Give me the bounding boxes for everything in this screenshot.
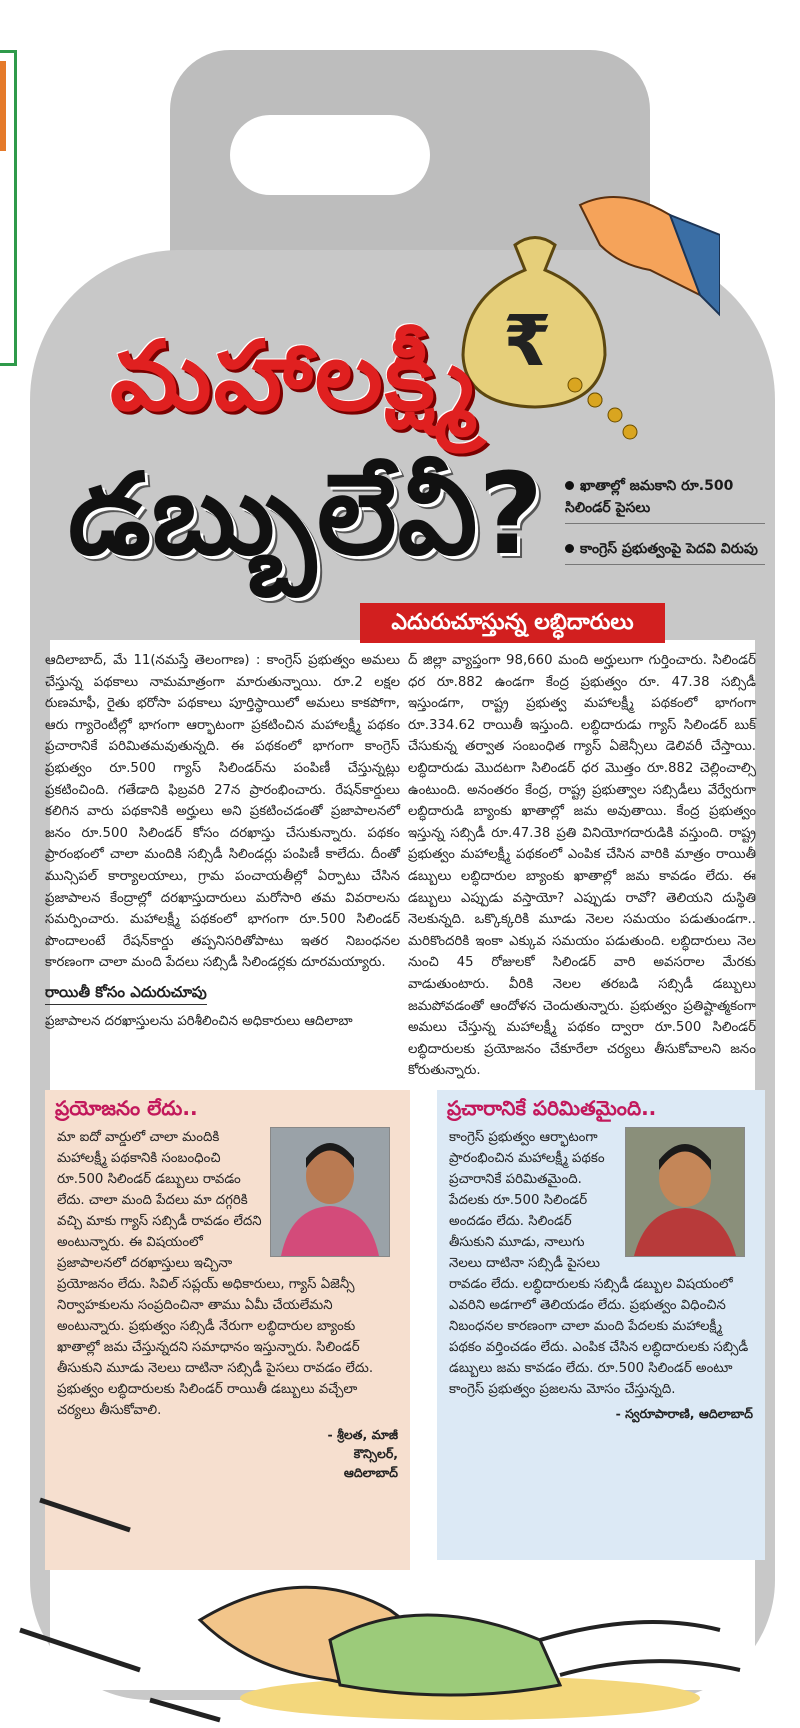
svg-text:₹: ₹ bbox=[503, 300, 552, 382]
article-paragraph: ప్రజాపాలన దరఖాస్తులను పరిశీలించిన అధికారులు ఆదిలాబా bbox=[45, 1013, 353, 1029]
bullet-dot-icon bbox=[565, 544, 574, 553]
article-subhead: రాయితీ కోసం ఎదురుచూపు bbox=[45, 982, 207, 1005]
bullet-item: ఖాతాల్లో జమకాని రూ.500 సిలిండర్ పైసలు bbox=[565, 475, 765, 524]
article-column-left bbox=[45, 650, 400, 1032]
headline-line-2: డబ్బులేవీ? bbox=[68, 450, 545, 580]
green-border-decoration bbox=[0, 50, 17, 366]
quote-box-title: ప్రయోజనం లేదు.. bbox=[55, 1096, 198, 1120]
quote-byline: - శ్రీలత, మాజీ కౌన్సిలర్, ఆదిలాబాద్ bbox=[327, 1427, 398, 1480]
crying-man-cartoon bbox=[0, 1470, 800, 1728]
coin-icon bbox=[560, 370, 650, 450]
headline-line-1: మహాలక్ష్మీ bbox=[110, 320, 478, 432]
headline-strap: ఎదురుచూస్తున్న లబ్ధిదారులు bbox=[360, 603, 665, 643]
quote-byline: - స్వరూపారాణి, ఆదిలాబాద్ bbox=[615, 1406, 753, 1421]
portrait-photo bbox=[270, 1127, 390, 1257]
cylinder-handle-hole bbox=[230, 115, 430, 195]
quote-box-title: ప్రచారానికే పరిమితమైంది.. bbox=[447, 1096, 657, 1120]
article-paragraph: ద్ జిల్లా వ్యాప్తంగా 98,660 మంది అర్హులుగా గుర్తించారు. సిలిండర్ ధర రూ.882 ఉండగా కేంద్ర ప్రభుత్వం రూ. 47.38 సబ్సిడీ ఇస్తుండగా, రాష్ట్ర ప్రభుత్వ మహాలక్ష్మీ పథకంలో భాగంగా రూ.334.62 రాయితీ ఇస్తుంది. లబ్ధిదారుడు గ్యాస్ సిలిండర్ బుక్ చేసుకున్న తర్వాత సంబంధిత గ్యాస్ ఏజెన్సీలు డెలివరీ చేస్తాయి. లబ్ధిదారుడు మొదటగా సిలిండర్ ధర మొత్తం రూ.882 చెల్లించాల్సి ఉంటుంది. అనంతరం కేంద్ర, రాష్ట్ర ప్రభుత్వాల సబ్సిడీలు వేర్వేరుగా లబ్ధిదారుడి బ్యాంకు ఖాతాల్లో జమ అవుతాయి. కేంద్ర ప్రభుత్వం ఇస్తున్న సబ్సిడీ రూ.47.38 ప్రతి వినియోగదారుడికి వస్తుంది. రాష్ట్ర ప్రభుత్వం మహాలక్ష్మీ పథకంలో ఎంపిక చేసిన వారికి మాత్రం రాయితీ డబ్బులు లబ్ధిదారుల బ్యాంకు ఖాతాల్లో జమ కావడం లేదు. ఈ డబ్బులు ఎప్పుడు వస్తాయో? ఎప్పుడు రావో? తెలియని దుస్థితి నెలకున్నది. ఒక్కొక్కరికి మూడు నెలల సమయం పడుతుండగా.. మరికొందరికి ఇంకా ఎక్కువ సమయం పడుతుంది. లబ్ధిదారులు నెల నుంచి 45 రోజులకో సిలిండర్ వారి అవసరాల మేరకు వాడుతుంటారు. వీరికి నెలల తరబడి సబ్సిడీ డబ్బులు జమపోవడంతో ఆందోళన చెందుతున్నారు. ప్రభుత్వం ప్రతిష్టాత్మకంగా అమలు చేస్తున్న మహాలక్ష్మీ పథకం ద్వారా రూ.500 సిలిండర్ లబ్ధిదారులకు ప్రయోజనం చేకూరేలా చర్యలు తీసుకోవాలని జనం కోరుతున్నారు. bbox=[408, 653, 756, 1079]
portrait-photo bbox=[625, 1127, 745, 1257]
article-column-right bbox=[408, 650, 756, 1082]
quote-text: మా ఐదో వార్డులో చాలా మందికి మహాలక్ష్మీ పథకానికి సంబంధించి రూ.500 సిలిండర్ డబ్బులు రావడం లేదు. చాలా మంది పేదలు మా దగ్గరికి వచ్చి మాకు గ్యాస్ సబ్సిడీ రావడం లేదని అంటున్నారు. ఈ విషయంలో ప్రజాపాలనలో దరఖాస్తులు ఇచ్చినా ప్రయోజనం లేదు. సివిల్ సప్లయ్ అధికారులు, గ్యాస్ ఏజెన్సీ నిర్వాహకులను సంప్రదించినా తాము ఏమీ చేయలేమని అంటున్నారు. ప్రభుత్వం సబ్సిడీ నేరుగా లబ్ధిదారుల బ్యాంకు ఖాతాల్లో జమ చేస్తున్నదని సమాధానం ఇస్తున్నారు. సిలిండర్ తీసుకుని మూడు నెలలు దాటినా సబ్సిడీ పైసలు రావడం లేదు. ప్రభుత్వం లబ్ధిదారులకు సిలిండర్ రాయితీ డబ్బులు వచ్చేలా చర్యలు తీసుకోవాలి. bbox=[57, 1130, 374, 1418]
bullet-item: కాంగ్రెస్ ప్రభుత్వంపై పెదవి విరుపు bbox=[565, 538, 765, 565]
article-paragraph: ఆదిలాబాద్, మే 11(నమస్తే తెలంగాణ) : కాంగ్రెస్ ప్రభుత్వం అమలు చేస్తున్న పథకాలు నామమాత్రంగా మారుతున్నాయి. రూ.2 లక్షల రుణమాఫీ, రైతు భరోసా పథకాలు పూర్తిస్థాయిలో అమలు కాకపోగా, ఆరు గ్యారెంటీల్లో భాగంగా ఆర్భాటంగా ప్రకటించిన మహాలక్ష్మీ పథకం ప్రచారానికే పరిమితమవుతున్నది. ఈ పథకంలో భాగంగా కాంగ్రెస్ ప్రభుత్వం రూ.500 గ్యాస్ సిలిండర్‌ను పంపిణీ చేస్తున్నట్లు ప్రకటించింది. గతేడాది ఫిబ్రవరి 27న ప్రారంభించారు. రేషన్‌కార్డులు కలిగిన వారు పథకానికి అర్హులు అని ప్రకటించడంతో ప్రజాపాలనలో జనం రూ.500 సిలిండర్ కోసం దరఖాస్తు చేసుకున్నారు. పథకం ప్రారంభంలో చాలా మందికి సబ్సిడీ సిలిండర్లు పంపిణీ కాలేదు. దీంతో మున్సిపల్ కార్యాలయాలు, గ్రామ పంచాయతీల్లో ఏర్పాటు చేసిన ప్రజాపాలన కేంద్రాల్లో దరఖాస్తుదారులు మరోసారి తమ వివరాలను సమర్పించారు. మహాలక్ష్మీ పథకంలో భాగంగా రూ.500 సిలిండర్ పొందాలంటే రేషన్‌కార్డు తప్పనిసరితోపాటు ఇతర నిబంధనల కారణంగా చాలా మంది పేదలు సబ్సిడీ సిలిండర్లకు దూరమయ్యారు. bbox=[45, 653, 400, 971]
bullet-dot-icon bbox=[565, 481, 574, 490]
quote-text: కాంగ్రెస్ ప్రభుత్వం ఆర్భాటంగా ప్రారంభించిన మహాలక్ష్మీ పథకం ప్రచారానికే పరిమితమైంది. పేదలకు రూ.500 సిలిండర్ అందడం లేదు. సిలిండర్ తీసుకుని మూడు, నాలుగు నెలలు దాటినా సబ్సిడీ పైసలు రావడం లేదు. లబ్ధిదారులకు సబ్సిడీ డబ్బుల విషయంలో ఎవరిని అడగాలో తెలియడం లేదు. ప్రభుత్వం విధించిన నిబంధనల కారణంగా చాలా మంది పేదలకు మహాలక్ష్మీ పథకం వర్తించడం లేదు. ఎంపిక చేసిన లబ్ధిదారులకు సబ్సిడీ డబ్బులు జమ కావడం లేదు. రూ.500 సిలిండర్ అంటూ కాంగ్రెస్ ప్రభుత్వం ప్రజలను మోసం చేస్తున్నది. bbox=[449, 1130, 749, 1397]
highlight-bullets bbox=[565, 475, 765, 579]
